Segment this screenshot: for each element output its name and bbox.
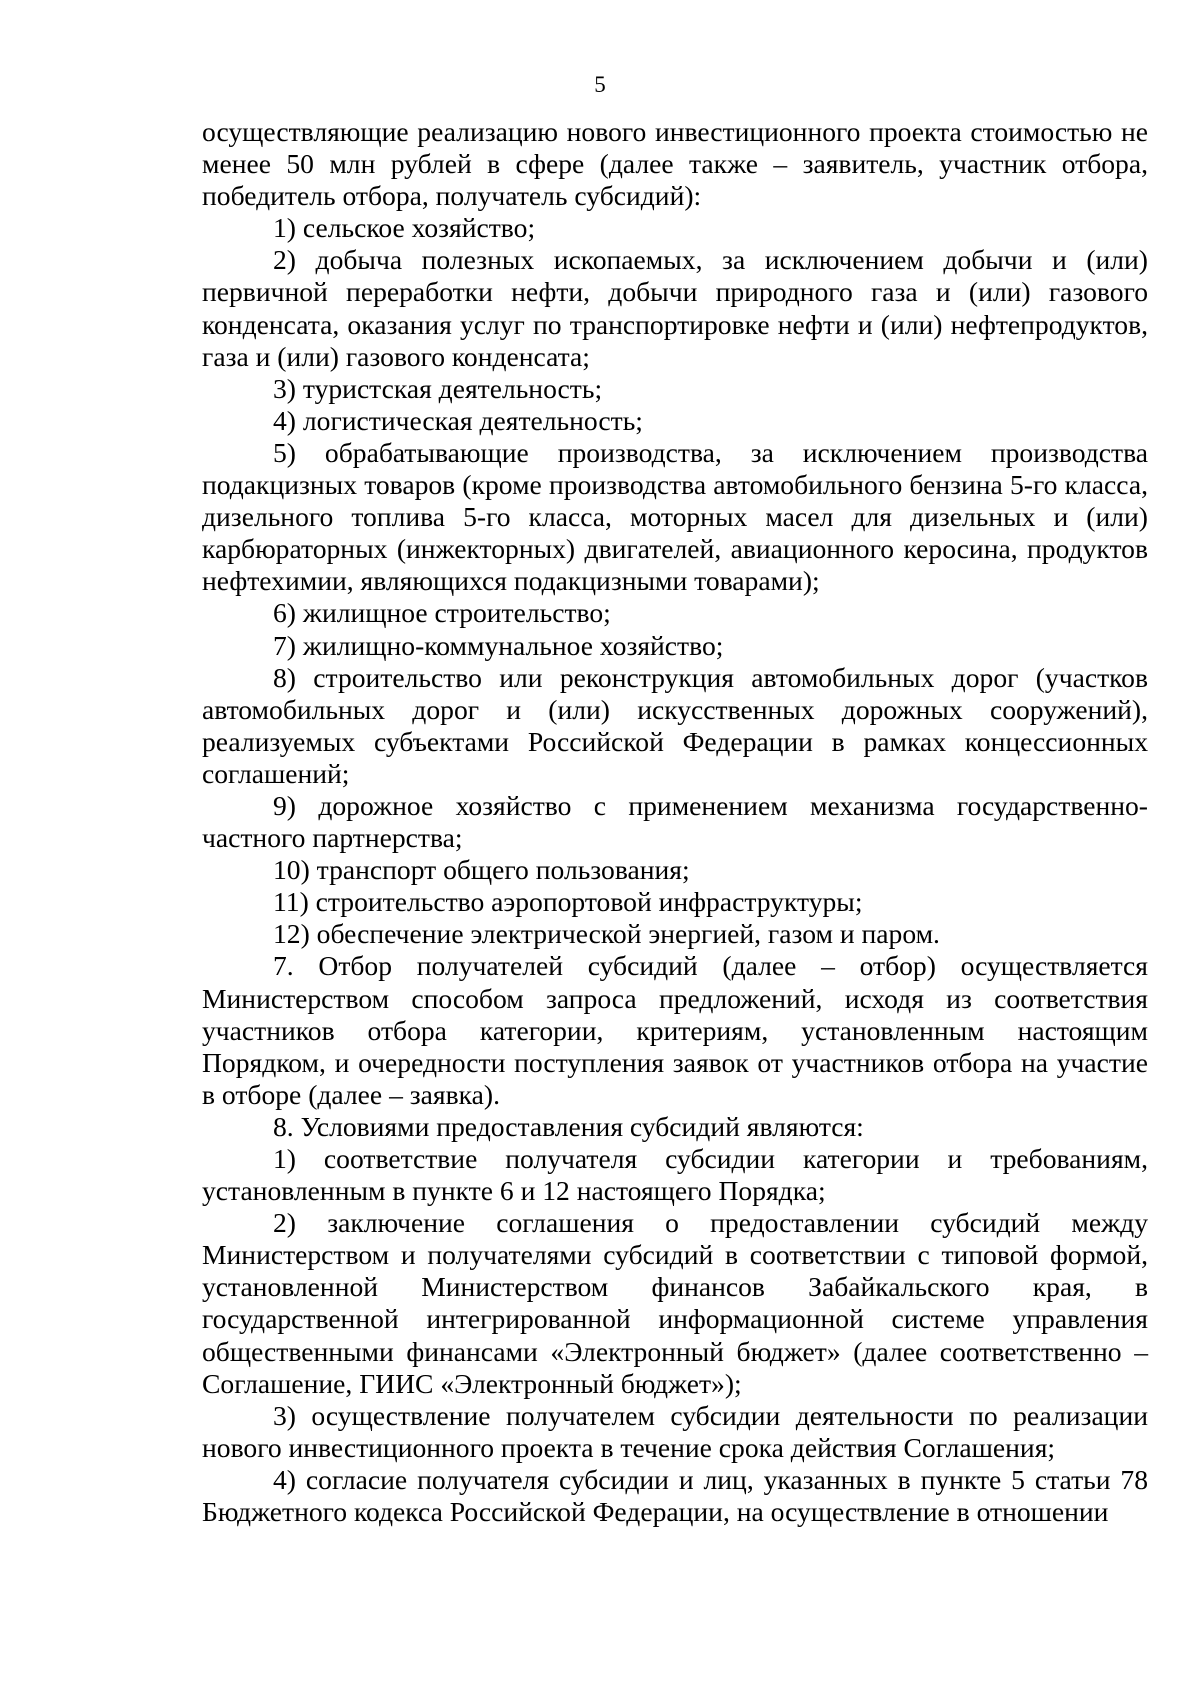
list-item-road-management: 9) дорожное хозяйство с применением механизма государственно-частного партнерства; bbox=[202, 789, 1148, 854]
list-item-airport-infrastructure: 11) строительство аэропортовой инфраструктуры; bbox=[273, 886, 863, 918]
list-item-energy-supply: 12) обеспечение электрической энергией, газом и паром. bbox=[273, 918, 940, 950]
list-item-manufacturing: 5) обрабатывающие производства, за исключением производства подакцизных товаров (кроме производства автомобильного бензина 5-го класса, дизельного топлива 5-го класса, моторных масел для дизельных и (или) карбюраторных (инжекторных) двигателей, авиационного керосина, продуктов нефтехимии, являющихся подакцизными товарами); bbox=[202, 436, 1148, 597]
list-item-housing-utilities: 7) жилищно-коммунальное хозяйство; bbox=[273, 629, 724, 661]
paragraph-section-7: 7. Отбор получателей субсидий (далее – отбор) осуществляется Министерством способом запроса предложений, исходя из соответствия участников отбора категории, критериям, установленным настоящим Порядком, и очередности поступления заявок от участников отбора на участие в отборе (далее – заявка). bbox=[202, 950, 1148, 1110]
list-item-logistics: 4) логистическая деятельность; bbox=[273, 404, 643, 436]
condition-item-4: 4) согласие получателя субсидии и лиц, указанных в пункте 5 статьи 78 Бюджетного кодекса Российской Федерации, на осуществление в отношении bbox=[202, 1463, 1148, 1528]
condition-item-3: 3) осуществление получателем субсидии деятельности по реализации нового инвестиционного проекта в течение срока действия Соглашения; bbox=[202, 1399, 1148, 1463]
condition-item-2: 2) заключение соглашения о предоставлении субсидий между Министерством и получателями субсидий в соответствии с типовой формой, установленной Министерством финансов Забайкальского края, в государственной интегрированной информационной системе управления общественными финансами «Электронный бюджет» (далее соответственно – Соглашение, ГИИС «Электронный бюджет»); bbox=[202, 1207, 1148, 1399]
list-item-housing-construction: 6) жилищное строительство; bbox=[273, 597, 611, 629]
list-item-tourism: 3) туристская деятельность; bbox=[273, 372, 603, 404]
document-body bbox=[202, 116, 1148, 1528]
list-item-agriculture: 1) сельское хозяйство; bbox=[273, 212, 536, 244]
list-item-public-transport: 10) транспорт общего пользования; bbox=[273, 854, 690, 886]
list-item-road-construction: 8) строительство или реконструкция автомобильных дорог (участков автомобильных дорог и (или) искусственных дорожных сооружений), реализуемых субъектами Российской Федерации в рамках концессионных соглашений; bbox=[202, 661, 1148, 789]
condition-item-1: 1) соответствие получателя субсидии категории и требованиям, установленным в пункте 6 и 12 настоящего Порядка; bbox=[202, 1143, 1148, 1207]
paragraph-section-8: 8. Условиями предоставления субсидий являются: bbox=[273, 1110, 864, 1142]
list-item-mining: 2) добыча полезных ископаемых, за исключением добычи и (или) первичной переработки нефти, добычи природного газа и (или) газового конденсата, оказания услуг по транспортировке нефти и (или) нефтепродуктов, газа и (или) газового конденсата; bbox=[202, 244, 1148, 372]
page-number: 5 bbox=[594, 72, 606, 97]
paragraph-intro: осуществляющие реализацию нового инвестиционного проекта стоимостью не менее 50 млн рублей в сфере (далее также – заявитель, участник отбора, победитель отбора, получатель субсидий): bbox=[202, 116, 1148, 212]
